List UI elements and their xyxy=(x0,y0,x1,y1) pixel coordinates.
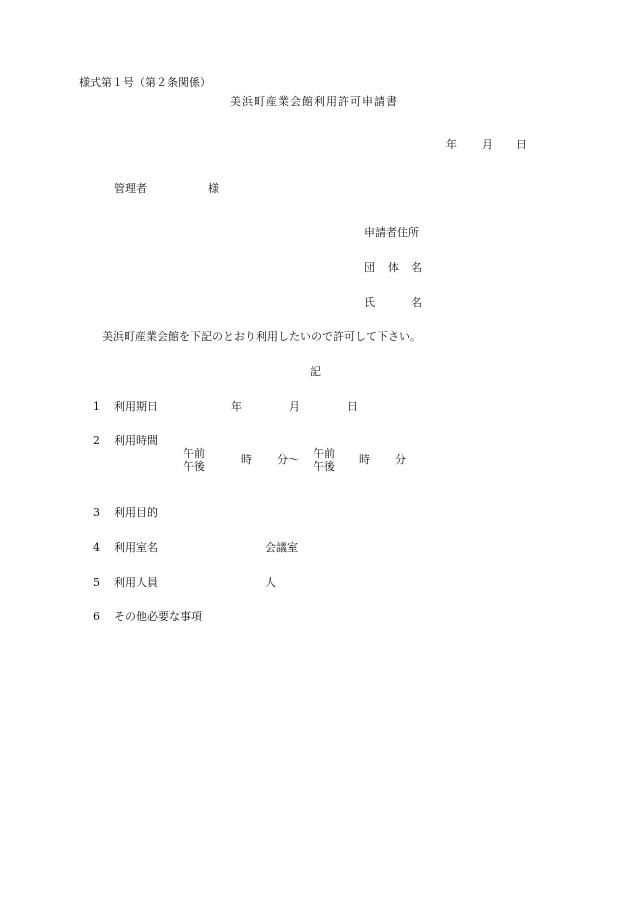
item-1-number: 1 xyxy=(93,400,100,413)
applicant-name-char-1: 氏 xyxy=(364,296,375,309)
form-id: 様式第１号（第２条関係） xyxy=(79,76,211,89)
page-title: 美浜町産業会館利用許可申請書 xyxy=(230,95,398,108)
item-2-minute-to: 分 xyxy=(395,453,406,466)
item-1-year: 年 xyxy=(231,400,242,413)
applicant-address-label: 申請者住所 xyxy=(364,226,419,239)
addressee-label: 管理者 xyxy=(114,182,147,195)
body-text: 美浜町産業会館を下記のとおり利用したいので許可して下さい。 xyxy=(102,330,421,343)
date-month-label: 月 xyxy=(482,138,493,151)
item-6-number: 6 xyxy=(93,610,100,623)
date-day-label: 日 xyxy=(516,138,527,151)
item-5-label: 利用人員 xyxy=(114,576,158,589)
item-1-day: 日 xyxy=(347,400,358,413)
item-2-am-to: 午前 xyxy=(313,447,335,460)
item-2-hour-from: 時 xyxy=(241,453,252,466)
item-2-label: 利用時間 xyxy=(114,434,158,447)
item-4-label: 利用室名 xyxy=(114,541,158,554)
item-1-label: 利用期日 xyxy=(114,400,158,413)
addressee-honorific: 様 xyxy=(208,182,219,195)
item-3-number: 3 xyxy=(93,506,100,519)
item-4-value: 会議室 xyxy=(265,541,298,554)
ki-heading: 記 xyxy=(310,365,321,378)
applicant-name-char-2: 名 xyxy=(411,296,422,309)
item-1-month: 月 xyxy=(289,400,300,413)
item-4-number: 4 xyxy=(93,541,100,554)
item-2-number: 2 xyxy=(93,434,100,447)
item-2-hour-to: 時 xyxy=(359,453,370,466)
item-2-minute-from: 分〜 xyxy=(277,453,299,466)
item-6-label: その他必要な事項 xyxy=(114,610,202,623)
item-5-number: 5 xyxy=(93,576,100,589)
applicant-org-char-2: 体 xyxy=(388,261,399,274)
item-2-pm-to: 午後 xyxy=(313,460,335,473)
date-year-label: 年 xyxy=(446,138,457,151)
item-3-label: 利用目的 xyxy=(114,506,158,519)
applicant-org-char-1: 団 xyxy=(364,261,375,274)
item-2-am-from: 午前 xyxy=(183,447,205,460)
item-2-pm-from: 午後 xyxy=(183,460,205,473)
item-5-unit: 人 xyxy=(265,576,276,589)
applicant-org-char-3: 名 xyxy=(411,261,422,274)
